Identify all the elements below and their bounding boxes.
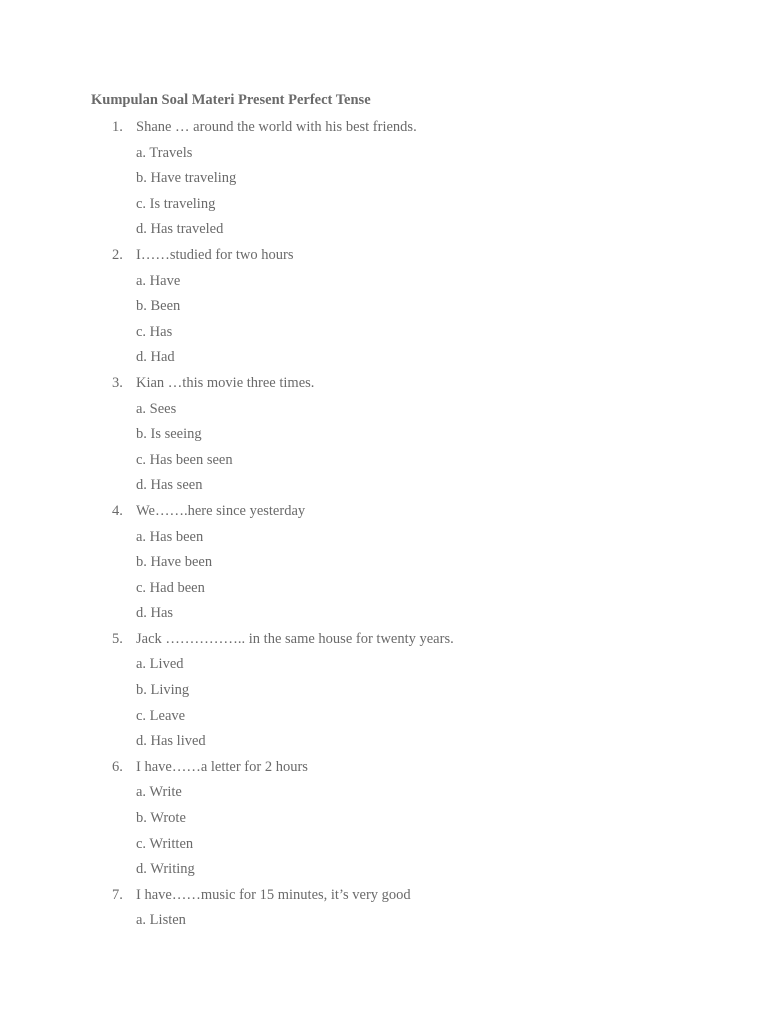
option-text: b. Have traveling bbox=[136, 170, 237, 187]
option-item bbox=[0, 601, 768, 627]
option-list bbox=[0, 908, 768, 934]
option-item bbox=[0, 729, 768, 755]
option-text: c. Written bbox=[136, 835, 194, 852]
option-text: a. Has been bbox=[136, 528, 204, 545]
question-text: I have……a letter for 2 hours bbox=[136, 758, 308, 775]
option-item bbox=[0, 269, 768, 295]
option-item bbox=[0, 908, 768, 934]
question-line bbox=[0, 371, 768, 397]
question-text: I……studied for two hours bbox=[136, 246, 294, 263]
option-text: a. Listen bbox=[136, 912, 186, 929]
question-number: 3. bbox=[112, 374, 123, 391]
document-title: Kumpulan Soal Materi Present Perfect Tense bbox=[91, 92, 371, 108]
option-item bbox=[0, 525, 768, 551]
option-item bbox=[0, 448, 768, 474]
option-text: d. Has bbox=[136, 605, 174, 622]
option-text: a. Sees bbox=[136, 400, 177, 417]
question-item bbox=[0, 499, 768, 627]
option-text: b. Wrote bbox=[136, 810, 186, 827]
option-item bbox=[0, 217, 768, 243]
option-item bbox=[0, 422, 768, 448]
question-text: Jack …………….. in the same house for twenty years. bbox=[136, 630, 454, 647]
option-text: b. Have been bbox=[136, 554, 213, 571]
question-number: 4. bbox=[112, 502, 123, 519]
option-item bbox=[0, 345, 768, 371]
option-list bbox=[0, 397, 768, 499]
option-list bbox=[0, 269, 768, 371]
option-text: c. Leave bbox=[136, 707, 186, 724]
option-text: c. Is traveling bbox=[136, 195, 216, 212]
option-text: d. Has traveled bbox=[136, 221, 224, 238]
question-line bbox=[0, 243, 768, 269]
option-text: a. Lived bbox=[136, 656, 184, 673]
option-list bbox=[0, 141, 768, 243]
option-item bbox=[0, 320, 768, 346]
question-item bbox=[0, 883, 768, 934]
option-item bbox=[0, 192, 768, 218]
option-list bbox=[0, 652, 768, 754]
option-item bbox=[0, 397, 768, 423]
option-text: a. Write bbox=[136, 784, 182, 801]
option-text: d. Had bbox=[136, 349, 175, 366]
option-item bbox=[0, 294, 768, 320]
option-item bbox=[0, 141, 768, 167]
option-text: a. Travels bbox=[136, 144, 193, 161]
option-item bbox=[0, 652, 768, 678]
question-text: Kian …this movie three times. bbox=[136, 374, 315, 391]
option-item bbox=[0, 857, 768, 883]
question-number: 5. bbox=[112, 630, 123, 647]
question-text: We…….here since yesterday bbox=[136, 502, 306, 519]
question-list bbox=[0, 115, 768, 934]
option-text: b. Been bbox=[136, 298, 181, 315]
question-line bbox=[0, 627, 768, 653]
question-number: 6. bbox=[112, 758, 123, 775]
option-text: d. Has lived bbox=[136, 733, 206, 750]
option-item bbox=[0, 473, 768, 499]
option-item bbox=[0, 678, 768, 704]
option-text: d. Has seen bbox=[136, 477, 203, 494]
question-line bbox=[0, 755, 768, 781]
question-line bbox=[0, 115, 768, 141]
option-text: b. Is seeing bbox=[136, 426, 202, 443]
question-number: 1. bbox=[112, 119, 123, 135]
question-item bbox=[0, 627, 768, 755]
option-list bbox=[0, 525, 768, 627]
question-number: 2. bbox=[112, 246, 123, 263]
question-item bbox=[0, 243, 768, 371]
option-list bbox=[0, 780, 768, 882]
question-text: Shane … around the world with his best friends. bbox=[136, 119, 417, 135]
question-item bbox=[0, 115, 768, 243]
option-text: a. Have bbox=[136, 272, 181, 289]
option-text: c. Has been seen bbox=[136, 451, 233, 468]
option-item bbox=[0, 780, 768, 806]
option-text: c. Has bbox=[136, 323, 173, 340]
option-item bbox=[0, 832, 768, 858]
option-text: c. Had been bbox=[136, 579, 205, 596]
option-item bbox=[0, 576, 768, 602]
question-text: I have……music for 15 minutes, it’s very good bbox=[136, 886, 411, 903]
option-text: b. Living bbox=[136, 682, 190, 699]
question-number: 7. bbox=[112, 886, 123, 903]
option-item bbox=[0, 806, 768, 832]
option-item bbox=[0, 704, 768, 730]
option-item bbox=[0, 550, 768, 576]
question-item bbox=[0, 755, 768, 883]
option-text: d. Writing bbox=[136, 861, 195, 878]
question-item bbox=[0, 371, 768, 499]
question-line bbox=[0, 499, 768, 525]
option-item bbox=[0, 166, 768, 192]
question-line bbox=[0, 883, 768, 909]
